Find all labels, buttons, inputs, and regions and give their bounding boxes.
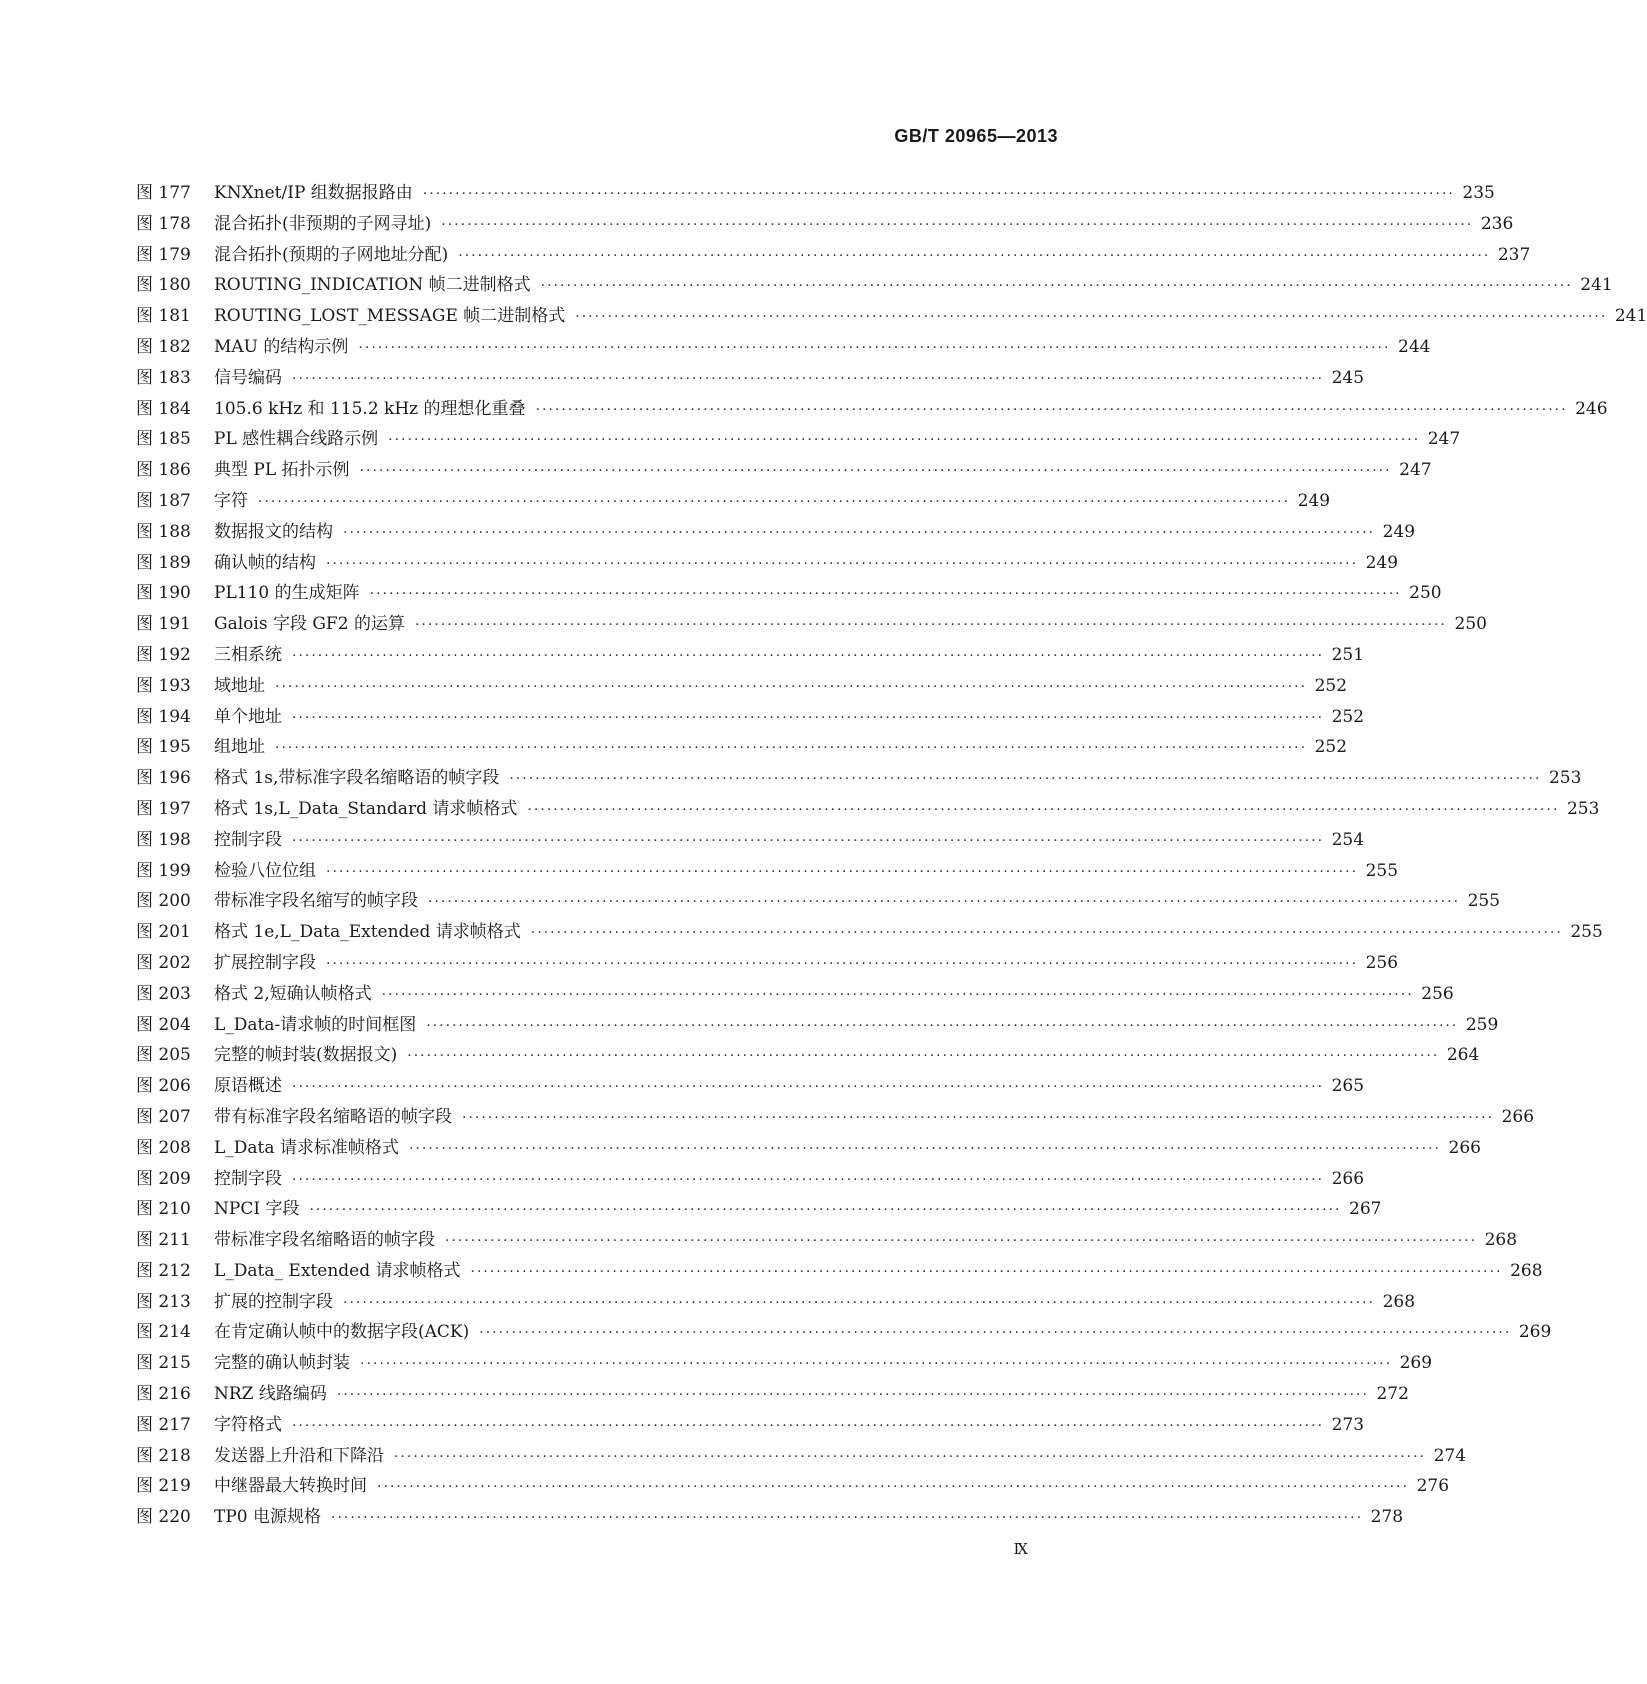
figure-page-number: 264 <box>1446 1045 1480 1066</box>
toc-entry <box>136 209 1514 240</box>
toc-entry <box>136 424 1461 455</box>
figure-label: 图 213 <box>136 1291 191 1312</box>
figure-label: 图 184 <box>136 398 191 419</box>
dot-leader: ································································································································································ <box>292 832 1325 849</box>
dot-leader: ································································································································································ <box>336 1387 1369 1404</box>
figure-title: TP0 电源规格 <box>214 1507 321 1528</box>
figure-label: 图 183 <box>136 367 191 388</box>
toc-entry <box>136 1256 1543 1287</box>
toc-entry <box>136 1164 1365 1195</box>
figure-title: 域地址 <box>214 675 265 696</box>
figure-page-number: 268 <box>1382 1291 1416 1312</box>
figure-label: 图 216 <box>136 1384 191 1405</box>
toc-entry <box>136 856 1399 887</box>
dot-leader: ································································································································································ <box>377 1479 1410 1496</box>
dot-leader: ································································································································································ <box>258 493 1291 510</box>
figure-label: 图 178 <box>136 213 191 234</box>
dot-leader: ································································································································································ <box>292 1171 1325 1188</box>
toc-entry <box>136 1502 1404 1533</box>
figure-page-number: 245 <box>1331 367 1365 388</box>
toc-entry <box>136 1410 1365 1441</box>
toc-entry <box>136 671 1348 702</box>
dot-leader: ································································································································································ <box>535 401 1568 418</box>
dot-leader: ································································································································································ <box>275 678 1308 695</box>
dot-leader: ································································································································································ <box>441 216 1474 233</box>
figure-label: 图 182 <box>136 336 191 357</box>
figure-page-number: 247 <box>1427 429 1461 450</box>
figure-label: 图 205 <box>136 1045 191 1066</box>
figure-title: NRZ 线路编码 <box>214 1384 327 1405</box>
figure-page-number: 251 <box>1331 644 1365 665</box>
figure-title: 控制字段 <box>214 829 282 850</box>
figure-page-number: 259 <box>1465 1014 1499 1035</box>
figure-page-number: 241 <box>1580 275 1613 296</box>
figure-page-number: 235 <box>1462 183 1495 203</box>
figure-page-number: 266 <box>1448 1137 1481 1158</box>
toc-entry <box>136 1225 1518 1256</box>
dot-leader: ································································································································································ <box>575 309 1608 326</box>
dot-leader: ································································································································································ <box>426 1017 1459 1034</box>
dot-leader: ································································································································································ <box>381 986 1414 1003</box>
figure-title: 格式 2,短确认帧格式 <box>214 983 372 1004</box>
figure-title: ROUTING_LOST_MESSAGE 帧二进制格式 <box>214 306 566 327</box>
toc-entry <box>136 732 1348 763</box>
dot-leader: ································································································································································ <box>358 339 1391 356</box>
figure-page-number: 253 <box>1566 798 1600 819</box>
figure-label: 图 204 <box>136 1014 191 1035</box>
dot-leader: ································································································································································ <box>369 586 1402 603</box>
figure-page-number: 255 <box>1570 922 1603 943</box>
toc-entry <box>136 609 1487 640</box>
figure-page-number: 249 <box>1365 552 1399 573</box>
figure-label: 图 195 <box>136 737 191 758</box>
figure-title: 完整的确认帧封装 <box>214 1353 350 1374</box>
figure-title: 组地址 <box>214 737 265 758</box>
toc-entry <box>136 763 1582 794</box>
figure-page-number: 269 <box>1518 1322 1552 1343</box>
figure-title: 带标准字段名缩写的帧字段 <box>214 891 418 912</box>
figure-title: L_Data_ Extended 请求帧格式 <box>214 1260 461 1281</box>
dot-leader: ································································································································································ <box>331 1510 1364 1527</box>
figure-label: 图 179 <box>136 244 191 265</box>
figure-label: 图 215 <box>136 1353 191 1374</box>
figure-title: PL 感性耦合线路示例 <box>214 429 379 450</box>
figure-label: 图 200 <box>136 891 191 912</box>
toc-entry <box>136 1133 1481 1164</box>
toc-entry <box>136 1194 1382 1225</box>
figure-title: L_Data-请求帧的时间框图 <box>214 1014 417 1035</box>
figure-title: 字符格式 <box>214 1414 282 1435</box>
figure-title: 扩展的控制字段 <box>214 1291 333 1312</box>
figure-page-number: 276 <box>1416 1476 1450 1497</box>
figure-page-number: 237 <box>1497 244 1531 265</box>
dot-leader: ································································································································································ <box>343 524 1376 541</box>
figure-title: 原语概述 <box>214 1076 282 1097</box>
toc-entry <box>136 578 1442 609</box>
figure-title: Galois 字段 GF2 的运算 <box>214 614 405 635</box>
dot-leader: ································································································································································ <box>407 1048 1440 1065</box>
figure-label: 图 211 <box>136 1230 191 1251</box>
figure-title: 格式 1e,L_Data_Extended 请求帧格式 <box>214 922 521 943</box>
figure-title: 在肯定确认帧中的数据字段(ACK) <box>214 1322 470 1343</box>
dot-leader: ································································································································································ <box>292 1417 1325 1434</box>
figure-page-number: 274 <box>1433 1445 1467 1466</box>
toc-entry <box>136 1471 1450 1502</box>
toc-entry <box>136 917 1603 948</box>
dot-leader: ································································································································································ <box>292 370 1325 387</box>
dot-leader: ································································································································································ <box>326 863 1359 880</box>
dot-leader: ································································································································································ <box>360 1356 1393 1373</box>
figure-label: 图 207 <box>136 1106 191 1127</box>
toc-entry <box>136 517 1416 548</box>
toc-entry <box>136 702 1365 733</box>
figure-page-number: 250 <box>1454 614 1487 635</box>
dot-leader: ································································································································································ <box>458 247 1491 264</box>
figure-label: 图 180 <box>136 275 191 296</box>
dot-leader: ································································································································································ <box>470 1263 1503 1280</box>
figure-title: 带有标准字段名缩略语的帧字段 <box>214 1106 452 1127</box>
dot-leader: ································································································································································ <box>509 771 1542 788</box>
figure-label: 图 177 <box>136 183 191 203</box>
dot-leader: ································································································································································ <box>326 955 1359 972</box>
toc-entry <box>136 240 1531 271</box>
figure-label: 图 189 <box>136 552 191 573</box>
figure-title: 发送器上升沿和下降沿 <box>214 1445 384 1466</box>
figure-title: 单个地址 <box>214 706 282 727</box>
figure-title: 信号编码 <box>214 367 282 388</box>
dot-leader: ································································································································································ <box>309 1202 1342 1219</box>
figure-label: 图 192 <box>136 644 191 665</box>
figure-label: 图 220 <box>136 1507 191 1528</box>
figure-page-number: 246 <box>1575 398 1608 419</box>
figure-page-number: 252 <box>1314 675 1348 696</box>
dot-leader: ································································································································································ <box>394 1448 1427 1465</box>
figure-title: 确认帧的结构 <box>214 552 316 573</box>
dot-leader: ································································································································································ <box>540 278 1573 295</box>
figure-title: ROUTING_INDICATION 帧二进制格式 <box>214 275 531 296</box>
figure-label: 图 186 <box>136 460 191 481</box>
figure-page-number: 244 <box>1398 336 1431 357</box>
toc-entry <box>136 548 1399 579</box>
figure-page-number: 247 <box>1399 460 1432 481</box>
figure-label: 图 206 <box>136 1076 191 1097</box>
dot-leader: ································································································································································ <box>422 186 1455 202</box>
figure-label: 图 194 <box>136 706 191 727</box>
figure-title: 控制字段 <box>214 1168 282 1189</box>
figure-title: 格式 1s,带标准字段名缩略语的帧字段 <box>214 768 500 789</box>
figure-title: 完整的帧封装(数据报文) <box>214 1045 398 1066</box>
figure-page-number: 268 <box>1484 1230 1518 1251</box>
figure-label: 图 197 <box>136 798 191 819</box>
toc-entry <box>136 1441 1467 1472</box>
toc-entry <box>136 486 1331 517</box>
figure-label: 图 218 <box>136 1445 191 1466</box>
figure-page-number: 273 <box>1331 1414 1365 1435</box>
toc-entry <box>136 1317 1552 1348</box>
figure-title: 检验八位位组 <box>214 860 316 881</box>
figure-title: PL110 的生成矩阵 <box>214 583 360 604</box>
dot-leader: ································································································································································ <box>408 1140 1441 1157</box>
figure-label: 图 212 <box>136 1260 191 1281</box>
toc-entry <box>136 455 1432 486</box>
figure-label: 图 208 <box>136 1137 191 1158</box>
figure-title: 字符 <box>214 490 248 511</box>
toc-entry <box>136 1348 1433 1379</box>
figure-title: 扩展控制字段 <box>214 952 316 973</box>
figure-page-number: 266 <box>1331 1168 1365 1189</box>
figure-title: L_Data 请求标准帧格式 <box>214 1137 399 1158</box>
figure-page-number: 249 <box>1297 490 1331 511</box>
toc-entry <box>136 178 1495 209</box>
toc-entry <box>136 1102 1535 1133</box>
figure-label: 图 219 <box>136 1476 191 1497</box>
figure-label: 图 196 <box>136 768 191 789</box>
figure-page-number: 265 <box>1331 1076 1365 1097</box>
figure-title: 混合拓扑(预期的子网地址分配) <box>214 244 449 265</box>
table-of-figures <box>136 178 1647 1533</box>
figure-page-number: 255 <box>1365 860 1399 881</box>
figure-label: 图 203 <box>136 983 191 1004</box>
figure-label: 图 188 <box>136 521 191 542</box>
toc-entry <box>136 1071 1365 1102</box>
figure-page-number: 256 <box>1365 952 1399 973</box>
figure-page-number: 269 <box>1399 1353 1433 1374</box>
toc-entry <box>136 640 1365 671</box>
figure-page-number: 256 <box>1421 983 1454 1004</box>
figure-page-number: 253 <box>1548 768 1582 789</box>
figure-title: NPCI 字段 <box>214 1199 300 1220</box>
figure-label: 图 193 <box>136 675 191 696</box>
dot-leader: ································································································································································ <box>292 647 1325 664</box>
dot-leader: ································································································································································ <box>414 617 1447 634</box>
figure-label: 图 202 <box>136 952 191 973</box>
figure-label: 图 214 <box>136 1322 191 1343</box>
dot-leader: ································································································································································ <box>359 463 1392 480</box>
toc-entry <box>136 301 1647 332</box>
figure-label: 图 185 <box>136 429 191 450</box>
figure-title: 带标准字段名缩略语的帧字段 <box>214 1230 435 1251</box>
figure-page-number: 249 <box>1382 521 1416 542</box>
toc-entry <box>136 394 1608 425</box>
toc-entry <box>136 1379 1409 1410</box>
toc-entry <box>136 794 1600 825</box>
figure-title: 中继器最大转换时间 <box>214 1476 367 1497</box>
figure-title: 混合拓扑(非预期的子网寻址) <box>214 213 432 234</box>
figure-label: 图 210 <box>136 1199 191 1220</box>
figure-title: KNXnet/IP 组数据报路由 <box>214 183 413 203</box>
figure-label: 图 198 <box>136 829 191 850</box>
figure-title: 三相系统 <box>214 644 282 665</box>
toc-entry <box>136 1010 1499 1041</box>
toc-entry <box>136 979 1454 1010</box>
figure-page-number: 241 <box>1614 306 1647 327</box>
figure-title: 典型 PL 拓扑示例 <box>214 460 350 481</box>
dot-leader: ································································································································································ <box>530 925 1563 942</box>
dot-leader: ································································································································································ <box>326 555 1359 572</box>
page-number: Ⅸ <box>1013 1540 1028 1558</box>
toc-entry <box>136 363 1365 394</box>
figure-title: 格式 1s,L_Data_Standard 请求帧格式 <box>214 798 518 819</box>
toc-entry <box>136 1040 1480 1071</box>
figure-page-number: 266 <box>1501 1106 1535 1127</box>
figure-title: MAU 的结构示例 <box>214 336 349 357</box>
figure-page-number: 268 <box>1510 1260 1543 1281</box>
dot-leader: ································································································································································ <box>462 1109 1495 1126</box>
figure-title: 105.6 kHz 和 115.2 kHz 的理想化重叠 <box>214 398 526 419</box>
figure-label: 图 187 <box>136 490 191 511</box>
toc-entry <box>136 270 1613 301</box>
dot-leader: ································································································································································ <box>428 894 1461 911</box>
dot-leader: ································································································································································ <box>445 1233 1478 1250</box>
figure-page-number: 255 <box>1467 891 1501 912</box>
figure-title: 数据报文的结构 <box>214 521 333 542</box>
toc-entry <box>136 332 1431 363</box>
figure-label: 图 190 <box>136 583 191 604</box>
figure-page-number: 236 <box>1480 213 1514 234</box>
figure-label: 图 201 <box>136 922 191 943</box>
dot-leader: ································································································································································ <box>292 709 1325 726</box>
toc-entry <box>136 948 1399 979</box>
figure-page-number: 252 <box>1331 706 1365 727</box>
dot-leader: ································································································································································ <box>388 432 1421 449</box>
dot-leader: ································································································································································ <box>527 801 1560 818</box>
toc-entry <box>136 886 1501 917</box>
toc-entry <box>136 1287 1416 1318</box>
figure-page-number: 272 <box>1376 1384 1409 1405</box>
figure-label: 图 181 <box>136 306 191 327</box>
figure-page-number: 252 <box>1314 737 1348 758</box>
figure-page-number: 267 <box>1349 1199 1382 1220</box>
figure-label: 图 199 <box>136 860 191 881</box>
document-code: GB/T 20965—2013 <box>894 126 1058 146</box>
dot-leader: ································································································································································ <box>343 1294 1376 1311</box>
figure-page-number: 278 <box>1370 1507 1404 1528</box>
figure-page-number: 250 <box>1409 583 1442 604</box>
dot-leader: ································································································································································ <box>275 740 1308 757</box>
toc-entry <box>136 825 1365 856</box>
figure-page-number: 254 <box>1331 829 1365 850</box>
figure-label: 图 217 <box>136 1414 191 1435</box>
dot-leader: ································································································································································ <box>292 1079 1325 1096</box>
dot-leader: ································································································································································ <box>479 1325 1512 1342</box>
figure-label: 图 191 <box>136 614 191 635</box>
figure-label: 图 209 <box>136 1168 191 1189</box>
